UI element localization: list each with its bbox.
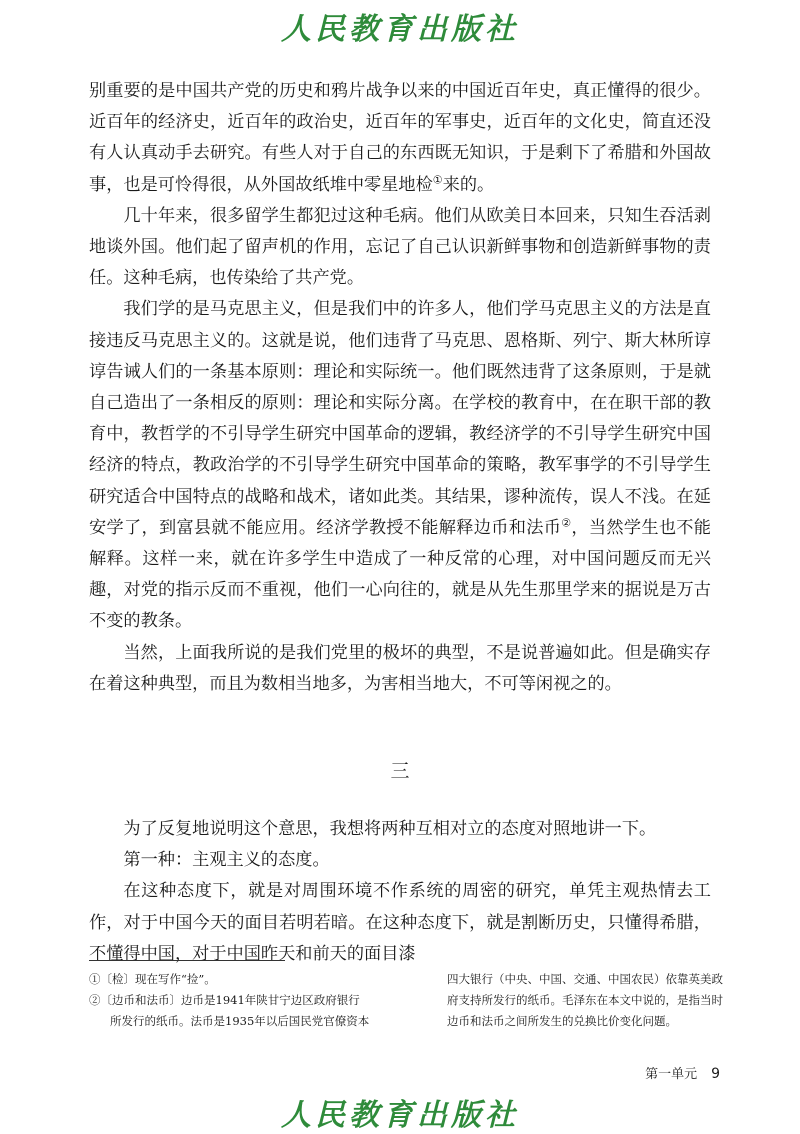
page-footer bbox=[600, 1063, 720, 1082]
footnote-divider bbox=[89, 960, 285, 961]
main-text-part1 bbox=[89, 76, 711, 700]
publisher-logo-bottom: 人民教育出版社 bbox=[281, 1098, 519, 1133]
paragraph-3: 我们学的是马克思主义，但是我们中的许多人，他们学马克思主义的方法是直接违反马克思主义的。这就是说，他们违背了马克思、恩格斯、列宁、斯大林所谆谆告诫人们的一条基本原则：理论和实际统一。他们既然违背了这条原则，于是就自己造出了一条相反的原则：理论和实际分离。在学校的教育中，在在职干部的教育中，教哲学的不引导学生研究中国革命的逻辑，教经济学的不引导学生研究中国经济的特点，教政治学的不引导学生研究中国革命的策略，教军事学的不引导学生研究适合中国特点的战略和战术，诸如此类。其结果，谬种流传，误人不浅。在延安学了，到富县就不能应用。经济学教授不能解释边币和法币②，当然学生也不能解释。这样一来，就在许多学生中造成了一种反常的心理，对中国问题反而无兴趣，对党的指示反而不重视，他们一心向往的，就是从先生那里学来的据说是万古不变的教条。 bbox=[89, 299, 711, 632]
publisher-logo-top: 人民教育出版社 bbox=[281, 12, 519, 47]
paragraph-6: 第一种：主观主义的态度。 bbox=[123, 850, 330, 871]
footnote-1: ①〔检〕现在写作“捡”。 bbox=[89, 972, 216, 986]
paragraph-4: 当然，上面我所说的是我们党里的极坏的典型，不是说普遍如此。但是确实存在着这种典型，而且为数相当地多，为害相当地大，不可等闲视之的。 bbox=[89, 642, 711, 694]
footnote-ref-2[interactable]: ② bbox=[561, 516, 572, 530]
section-heading: 三 bbox=[390, 760, 410, 782]
footnote-2-continued: 四大银行（中央、中国、交通、中国农民）依靠英美政府支持所发行的纸币。毛泽东在本文中说的，是指当时边币和法币之间所发生的兑换比价变化问题。 bbox=[447, 972, 723, 1028]
footnote-2: ②〔边币和法币〕边币是1941年陕甘宁边区政府银行 所发行的纸币。法币是1935年以后国民党官僚资本 bbox=[89, 993, 370, 1028]
main-text-part2 bbox=[89, 814, 711, 970]
paragraph-1: 别重要的是中国共产党的历史和鸦片战争以来的中国近百年史，真正懂得的很少。近百年的经济史，近百年的政治史，近百年的军事史，近百年的文化史，简直还没有人认真动手去研究。有些人对于自己的东西既无知识，于是剩下了希腊和外国故事，也是可怜得很，从外国故纸堆中零星地检①来的。 bbox=[89, 81, 711, 195]
paragraph-5: 为了反复地说明这个意思，我想将两种互相对立的态度对照地讲一下。 bbox=[123, 819, 657, 839]
footnote-ref-1[interactable]: ① bbox=[432, 172, 443, 186]
unit-label: 第一单元 bbox=[645, 1067, 698, 1082]
page-number: 9 bbox=[711, 1066, 720, 1082]
footnotes-right-column bbox=[447, 969, 723, 1032]
footnotes-left-column bbox=[89, 969, 389, 1032]
paragraph-7: 在这种态度下，就是对周围环境不作系统的周密的研究，单凭主观热情去工作，对于中国今天的面目若明若暗。在这种态度下，就是割断历史，只懂得希腊，不懂得中国，对于中国昨天和前天的面目漆 bbox=[89, 881, 711, 964]
paragraph-2: 几十年来，很多留学生都犯过这种毛病。他们从欧美日本回来，只知生吞活剥地谈外国。他们起了留声机的作用，忘记了自己认识新鲜事物和创造新鲜事物的责任。这种毛病，也传染给了共产党。 bbox=[89, 205, 711, 289]
